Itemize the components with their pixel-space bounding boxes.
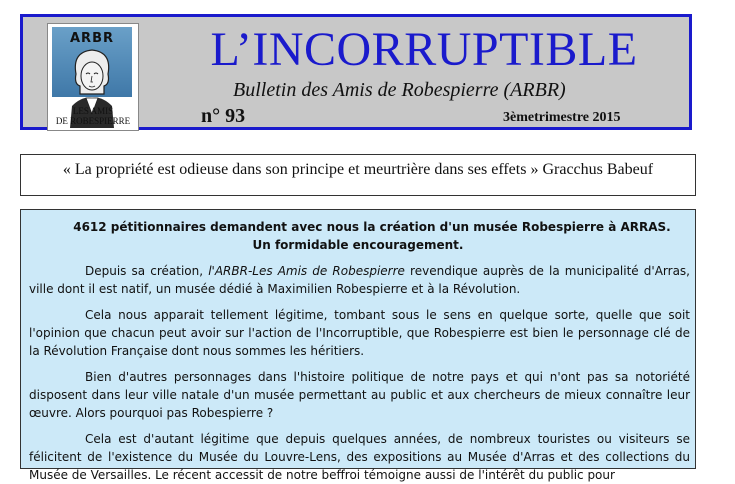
paragraph-3: Bien d'autres personnages dans l'histoire politique de notre pays et qui n'ont pas sa notoriété disposent dans leur ville natale d'un musée permettant au public et aux chercheurs de mieux connaître leur œuvre. Alors pourquoi pas Robespierre ? [29, 370, 690, 420]
article-body [21, 262, 695, 484]
headline-line-2: Un formidable encouragement. [252, 238, 464, 252]
issue-number: n° 93 [201, 105, 246, 127]
paragraph-1 [29, 262, 690, 298]
paragraph-1-end: revendique auprès de la municipalité d'Arras, ville dont il est natif, un musée dédié à Maximilien Robespierre et à la Révolution. [29, 264, 690, 296]
logo-caption-line1: LES AMIS [72, 106, 114, 116]
logo-title: ARBR [70, 31, 114, 46]
masthead [20, 14, 692, 130]
paragraph-2: Cela nous apparait tellement légitime, tombant sous le sens en quelque sorte, quelle que soit l'opinion que chacun peut avoir sur l'action de l'Incorruptible, que Robespierre est bien le personnage clé de la Révolution Française dont nous sommes les héritiers. [29, 308, 690, 358]
logo-caption-line2: DE ROBESPIERRE [55, 116, 131, 126]
article-headline [21, 218, 695, 254]
arbr-logo [47, 23, 139, 131]
lead-article [20, 209, 696, 482]
paragraph-1-start: Depuis sa création, [85, 264, 209, 278]
paragraph-1-association-name: l'ARBR-Les Amis de Robespierre [208, 264, 405, 278]
paragraph-4: Cela est d'autant légitime que depuis quelques années, de nombreux touristes ou visiteurs se félicitent de l'existence du Musée du Louvre-Lens, des expositions au Musée d'Arras et des collections du Musée de Versailles. Le récent accessit de notre beffroi témoigne aussi de l'intérêt du public pour [29, 432, 690, 482]
bulletin-title: L’INCORRUPTIBLE [210, 23, 638, 76]
issue-quarter: 3èmetrimestre 2015 [503, 110, 621, 125]
bulletin-subtitle: Bulletin des Amis de Robespierre (ARBR) [233, 79, 566, 101]
epigraph-quote: « La propriété est odieuse dans son principe et meurtrière dans ses effets » Gracchus Babeuf [20, 154, 696, 196]
headline-line-1: 4612 pétitionnaires demandent avec nous la création d'un musée Robespierre à ARRAS. [73, 220, 671, 234]
